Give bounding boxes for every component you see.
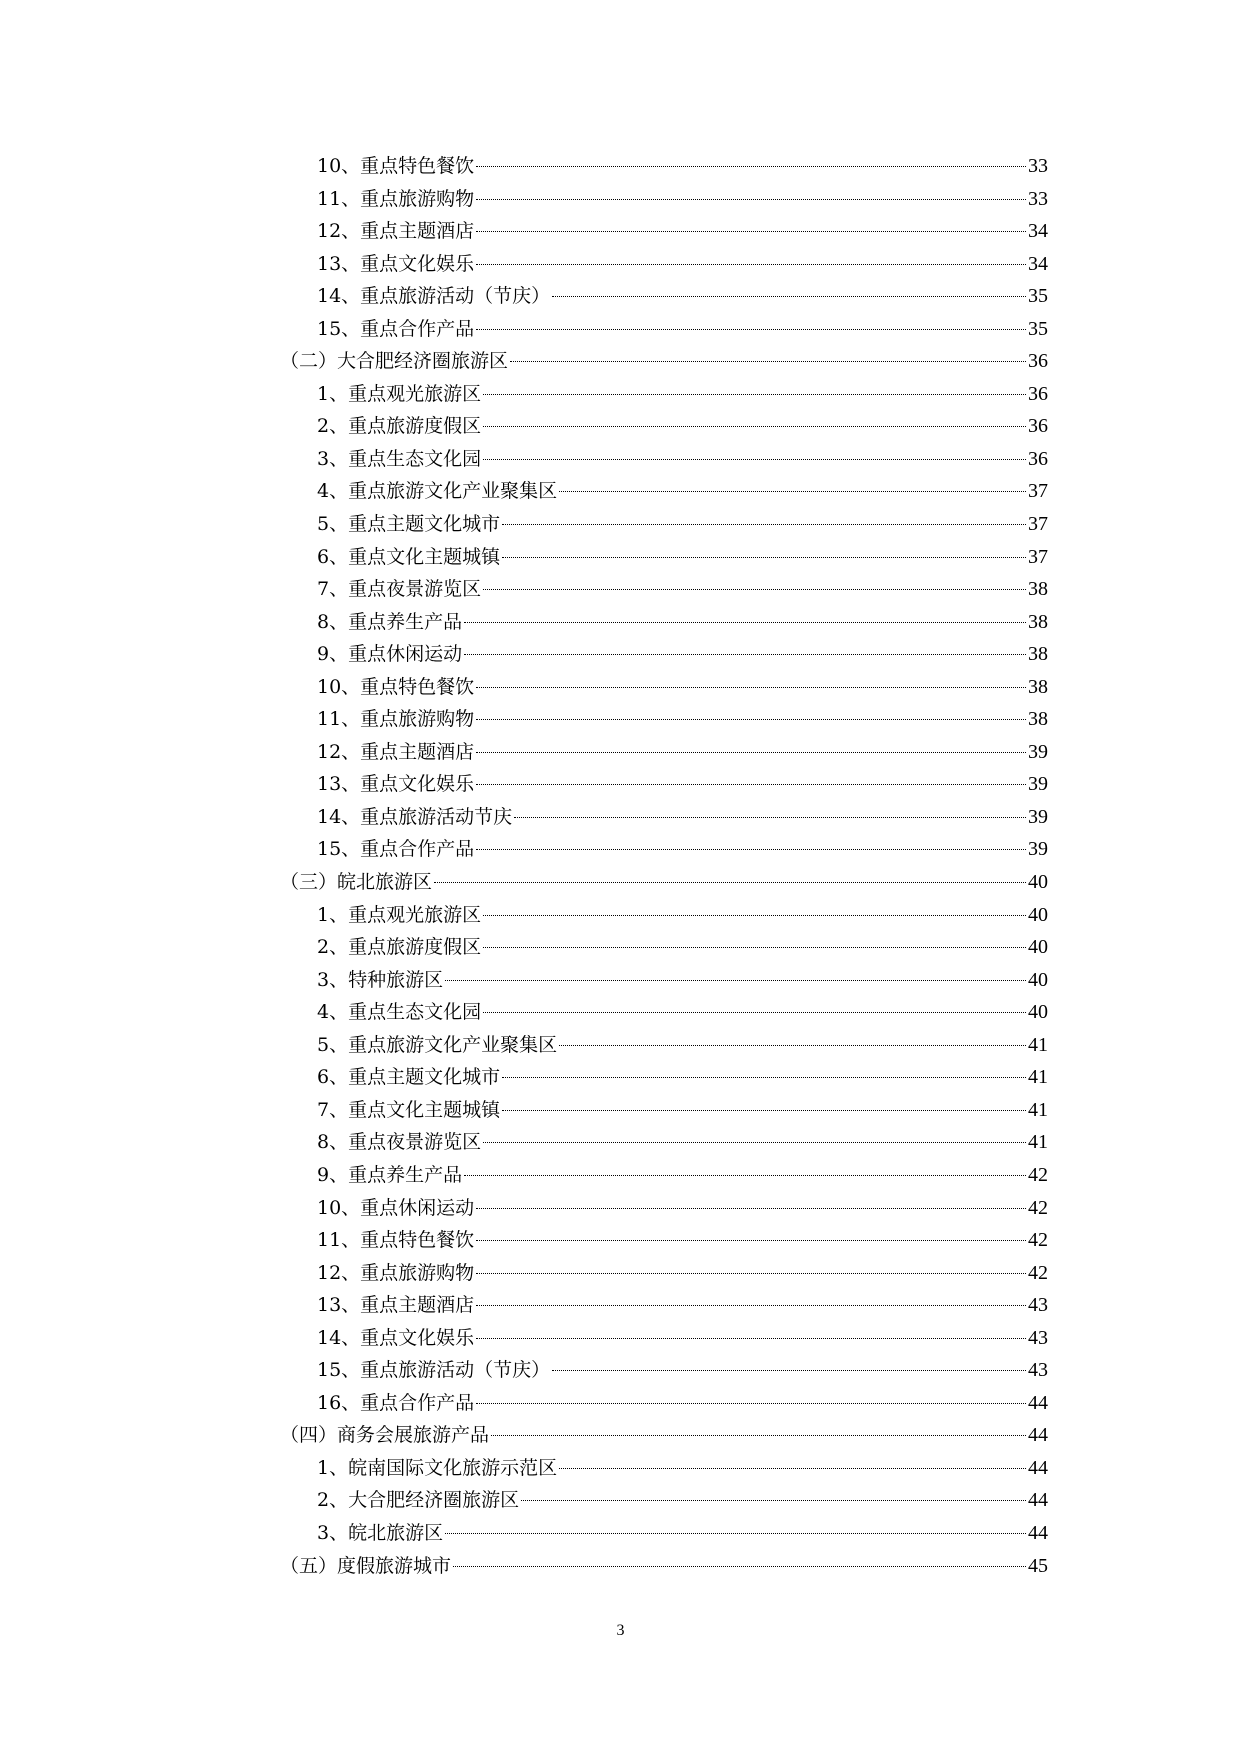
- dot-leader: [483, 426, 1026, 427]
- dot-leader: [559, 491, 1026, 492]
- toc-entry-page-number: 33: [1028, 155, 1048, 177]
- toc-entry-label: 6、重点文化主题城镇: [317, 545, 501, 568]
- toc-item-entry[interactable]: [317, 931, 1048, 964]
- toc-item-entry[interactable]: [317, 1126, 1048, 1159]
- toc-entry-label: 10、重点休闲运动: [317, 1196, 475, 1219]
- dot-leader: [476, 849, 1026, 850]
- dot-leader: [491, 1435, 1026, 1436]
- dot-leader: [476, 199, 1026, 200]
- toc-entry-page-number: 44: [1028, 1521, 1048, 1544]
- toc-entry-page-number: 37: [1028, 545, 1048, 568]
- toc-entry-page-number: 43: [1028, 1359, 1048, 1382]
- toc-item-entry[interactable]: [317, 248, 1048, 281]
- toc-entry-label: 10、重点特色餐饮: [317, 155, 475, 177]
- toc-entry-label: 11、重点旅游购物: [317, 187, 475, 210]
- toc-entry-page-number: 39: [1028, 773, 1048, 796]
- toc-entry-label: 15、重点旅游活动（节庆）: [317, 1359, 551, 1382]
- toc-entry-page-number: 38: [1028, 675, 1048, 698]
- dot-leader: [476, 1240, 1026, 1241]
- dot-leader: [476, 1273, 1026, 1274]
- toc-entry-page-number: 39: [1028, 805, 1048, 828]
- toc-entry-page-number: 34: [1028, 252, 1048, 275]
- toc-entry-label: 10、重点特色餐饮: [317, 675, 475, 698]
- toc-entry-label: 4、重点生态文化园: [317, 1001, 482, 1024]
- toc-entry-label: 12、重点主题酒店: [317, 220, 475, 243]
- toc-entry-label: 1、皖南国际文化旅游示范区: [317, 1456, 558, 1479]
- dot-leader: [483, 589, 1026, 590]
- toc-item-entry[interactable]: [317, 606, 1048, 639]
- dot-leader: [464, 654, 1026, 655]
- toc-entry-page-number: 39: [1028, 740, 1048, 763]
- toc-entry-page-number: 38: [1028, 643, 1048, 666]
- toc-entry-page-number: 42: [1028, 1163, 1048, 1186]
- toc-entry-label: 8、重点养生产品: [317, 610, 463, 633]
- toc-entry-page-number: 41: [1028, 1131, 1048, 1154]
- dot-leader: [464, 1175, 1026, 1176]
- toc-entry-page-number: 45: [1028, 1554, 1048, 1577]
- toc-entry-page-number: 42: [1028, 1229, 1048, 1252]
- toc-item-entry[interactable]: [317, 1387, 1048, 1420]
- toc-entry-page-number: 40: [1028, 903, 1048, 926]
- toc-entry-page-number: 40: [1028, 871, 1048, 894]
- toc-item-entry[interactable]: [317, 1224, 1048, 1257]
- toc-item-entry[interactable]: [317, 150, 1048, 183]
- toc-item-entry[interactable]: [317, 1484, 1048, 1517]
- toc-item-entry[interactable]: [317, 1354, 1048, 1387]
- toc-entry-label: 2、重点旅游度假区: [317, 415, 482, 438]
- toc-entry-page-number: 38: [1028, 610, 1048, 633]
- toc-entry-label: 14、重点旅游活动节庆: [317, 805, 513, 828]
- toc-item-entry[interactable]: [317, 1192, 1048, 1225]
- toc-item-entry[interactable]: [317, 996, 1048, 1029]
- toc-item-entry[interactable]: [317, 573, 1048, 606]
- dot-leader: [483, 1012, 1026, 1013]
- toc-item-entry[interactable]: [317, 1159, 1048, 1192]
- toc-item-entry[interactable]: [317, 1517, 1048, 1550]
- toc-item-entry[interactable]: [317, 1322, 1048, 1355]
- dot-leader: [476, 752, 1026, 753]
- toc-entry-label: 12、重点旅游购物: [317, 1261, 475, 1284]
- toc-section-entry[interactable]: [280, 1550, 1048, 1583]
- dot-leader: [514, 817, 1026, 818]
- toc-entry-page-number: 43: [1028, 1294, 1048, 1317]
- toc-item-entry[interactable]: [317, 541, 1048, 574]
- toc-entry-label: 12、重点主题酒店: [317, 740, 475, 763]
- toc-item-entry[interactable]: [317, 1029, 1048, 1062]
- dot-leader: [464, 622, 1026, 623]
- toc-entry-page-number: 42: [1028, 1261, 1048, 1284]
- toc-item-entry[interactable]: [317, 736, 1048, 769]
- toc-entry-page-number: 36: [1028, 415, 1048, 438]
- toc-entry-label: 15、重点合作产品: [317, 838, 475, 861]
- toc-entry-label: 15、重点合作产品: [317, 317, 475, 340]
- toc-item-entry[interactable]: [317, 475, 1048, 508]
- toc-entry-page-number: 44: [1028, 1424, 1048, 1447]
- dot-leader: [559, 1045, 1026, 1046]
- dot-leader: [510, 361, 1026, 362]
- toc-entry-label: 14、重点旅游活动（节庆）: [317, 285, 551, 308]
- toc-entry-page-number: 43: [1028, 1326, 1048, 1349]
- dot-leader: [502, 557, 1026, 558]
- toc-entry-label: 1、重点观光旅游区: [317, 903, 482, 926]
- toc-item-entry[interactable]: [317, 183, 1048, 216]
- dot-leader: [502, 1077, 1026, 1078]
- toc-item-entry[interactable]: [317, 833, 1048, 866]
- dot-leader: [476, 1403, 1026, 1404]
- toc-entry-label: 5、重点旅游文化产业聚集区: [317, 1033, 558, 1056]
- toc-entry-page-number: 35: [1028, 317, 1048, 340]
- toc-item-entry[interactable]: [317, 1452, 1048, 1485]
- dot-leader: [476, 166, 1026, 167]
- toc-entry-page-number: 40: [1028, 968, 1048, 991]
- toc-entry-page-number: 44: [1028, 1489, 1048, 1512]
- toc-section-entry[interactable]: [280, 1419, 1048, 1452]
- toc-entry-page-number: 44: [1028, 1456, 1048, 1479]
- toc-entry-label: 13、重点主题酒店: [317, 1294, 475, 1317]
- dot-leader: [445, 1533, 1026, 1534]
- dot-leader: [502, 1110, 1026, 1111]
- toc-entry-label: 13、重点文化娱乐: [317, 252, 475, 275]
- dot-leader: [476, 231, 1026, 232]
- dot-leader: [483, 1142, 1026, 1143]
- toc-item-entry[interactable]: [317, 638, 1048, 671]
- toc-item-entry[interactable]: [317, 443, 1048, 476]
- toc-item-entry[interactable]: [317, 768, 1048, 801]
- toc-entry-label: 1、重点观光旅游区: [317, 382, 482, 405]
- toc-entry-page-number: 42: [1028, 1196, 1048, 1219]
- toc-item-entry[interactable]: [317, 964, 1048, 997]
- dot-leader: [476, 329, 1026, 330]
- toc-entry-label: 9、重点养生产品: [317, 1163, 463, 1186]
- toc-entry-label: 11、重点旅游购物: [317, 708, 475, 731]
- toc-entry-page-number: 34: [1028, 220, 1048, 243]
- toc-entry-page-number: 35: [1028, 285, 1048, 308]
- toc-entry-page-number: 38: [1028, 578, 1048, 601]
- toc-entry-label: 16、重点合作产品: [317, 1391, 475, 1414]
- toc-entry-label: 13、重点文化娱乐: [317, 773, 475, 796]
- dot-leader: [552, 296, 1026, 297]
- toc-entry-page-number: 41: [1028, 1066, 1048, 1089]
- dot-leader: [476, 1208, 1026, 1209]
- toc-entry-label: 9、重点休闲运动: [317, 643, 463, 666]
- toc-entry-label: （四）商务会展旅游产品: [280, 1424, 490, 1447]
- toc-entry-label: 14、重点文化娱乐: [317, 1326, 475, 1349]
- toc-entry-page-number: 36: [1028, 447, 1048, 470]
- toc-item-entry[interactable]: [317, 1061, 1048, 1094]
- toc-item-entry[interactable]: [317, 410, 1048, 443]
- toc-entry-label: 4、重点旅游文化产业聚集区: [317, 480, 558, 503]
- page-number: 3: [616, 1622, 625, 1639]
- dot-leader: [434, 882, 1026, 883]
- toc-item-entry[interactable]: [317, 378, 1048, 411]
- toc-entry-page-number: 33: [1028, 187, 1048, 210]
- toc-item-entry[interactable]: [317, 801, 1048, 834]
- toc-entry-page-number: 41: [1028, 1098, 1048, 1121]
- toc-item-entry[interactable]: [317, 1289, 1048, 1322]
- toc-entry-label: 3、皖北旅游区: [317, 1521, 444, 1544]
- toc-item-entry[interactable]: [317, 899, 1048, 932]
- dot-leader: [483, 915, 1026, 916]
- dot-leader: [476, 264, 1026, 265]
- toc-entry-label: 7、重点文化主题城镇: [317, 1098, 501, 1121]
- toc-entry-label: 11、重点特色餐饮: [317, 1229, 475, 1252]
- toc-entry-label: （二）大合肥经济圈旅游区: [280, 350, 509, 373]
- toc-entry-page-number: 40: [1028, 936, 1048, 959]
- toc-entry-page-number: 36: [1028, 350, 1048, 373]
- dot-leader: [483, 947, 1026, 948]
- toc-entry-label: （三）皖北旅游区: [280, 871, 433, 894]
- toc-entry-label: 8、重点夜景游览区: [317, 1131, 482, 1154]
- toc-item-entry[interactable]: [317, 1094, 1048, 1127]
- toc-entry-label: 3、特种旅游区: [317, 968, 444, 991]
- toc-entry-label: 2、大合肥经济圈旅游区: [317, 1489, 520, 1512]
- toc-section-entry[interactable]: [280, 866, 1048, 899]
- toc-item-entry[interactable]: [317, 508, 1048, 541]
- toc-item-entry[interactable]: [317, 703, 1048, 736]
- dot-leader: [559, 1468, 1026, 1469]
- toc-entry-label: 5、重点主题文化城市: [317, 513, 501, 536]
- dot-leader: [502, 524, 1026, 525]
- dot-leader: [476, 1338, 1026, 1339]
- toc-entry-label: 7、重点夜景游览区: [317, 578, 482, 601]
- toc-entry-page-number: 39: [1028, 838, 1048, 861]
- dot-leader: [476, 687, 1026, 688]
- dot-leader: [476, 784, 1026, 785]
- toc-item-entry[interactable]: [317, 280, 1048, 313]
- toc-entry-page-number: 37: [1028, 513, 1048, 536]
- toc-entry-label: （五）度假旅游城市: [280, 1554, 452, 1577]
- dot-leader: [483, 459, 1026, 460]
- toc-entry-label: 3、重点生态文化园: [317, 447, 482, 470]
- toc-item-entry[interactable]: [317, 313, 1048, 346]
- toc-entry-page-number: 41: [1028, 1033, 1048, 1056]
- toc-item-entry[interactable]: [317, 215, 1048, 248]
- dot-leader: [453, 1566, 1026, 1567]
- dot-leader: [476, 719, 1026, 720]
- dot-leader: [552, 1370, 1026, 1371]
- dot-leader: [483, 394, 1026, 395]
- toc-item-entry[interactable]: [317, 1257, 1048, 1290]
- toc-section-entry[interactable]: [280, 345, 1048, 378]
- toc-entry-label: 6、重点主题文化城市: [317, 1066, 501, 1089]
- dot-leader: [445, 980, 1026, 981]
- dot-leader: [521, 1500, 1026, 1501]
- toc-entry-page-number: 44: [1028, 1391, 1048, 1414]
- table-of-contents: [280, 150, 1048, 1582]
- toc-entry-label: 2、重点旅游度假区: [317, 936, 482, 959]
- dot-leader: [476, 1305, 1026, 1306]
- toc-entry-page-number: 36: [1028, 382, 1048, 405]
- toc-entry-page-number: 38: [1028, 708, 1048, 731]
- toc-item-entry[interactable]: [317, 671, 1048, 704]
- toc-entry-page-number: 40: [1028, 1001, 1048, 1024]
- toc-entry-page-number: 37: [1028, 480, 1048, 503]
